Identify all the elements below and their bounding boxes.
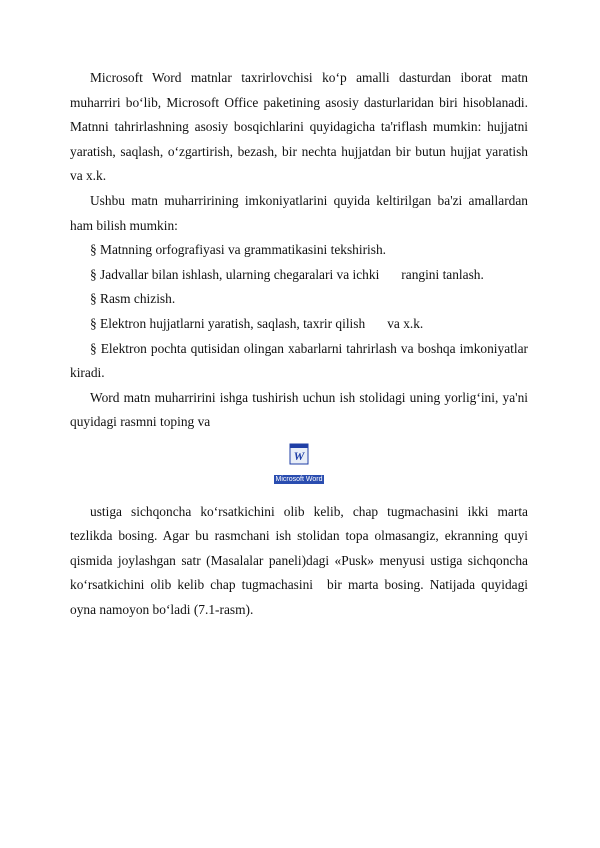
bullet-tables-part1: § Jadvallar bilan ishlash, ularning chegaralari va ichki xyxy=(90,266,380,282)
bullet-documents-part2: va x.k. xyxy=(387,315,424,331)
paragraph-intro: Microsoft Word matnlar taxrirlovchisi ko‘p amalli dasturdan iborat matn muharriri bo‘lib, Microsoft Office paketining asosiy dasturlaridan biri hisoblanadi. Matnni tahrirlashning asosiy bosqichlarini quyidagicha ta'riflash mumkin: hujjatni yaratish, saqlash, o‘zgartirish, bezash, bir nechta hujjatdan bir butun hujjat yaratish va x.k. xyxy=(70,70,528,184)
bullet-tables xyxy=(70,263,528,288)
paragraph-capabilities: Ushbu matn muharririning imkoniyatlarini quyida keltirilgan ba'zi amallardan ham bilish mumkin: xyxy=(70,192,528,233)
word-icon-letter: W xyxy=(293,448,305,463)
bullet-drawing: § Rasm chizish. xyxy=(90,291,176,307)
paragraph-instructions xyxy=(70,500,528,623)
word-icon-caption: Microsoft Word xyxy=(275,475,323,483)
paragraph-launch: Word matn muharririni ishga tushirish uchun ish stolidagi uning yorlig‘ini, ya'ni quyidagi rasmni toping va xyxy=(70,389,528,430)
paragraph-instructions-part2: bir marta bosing. Natijada quyidagi oyna namoyon bo‘ladi (7.1-rasm). xyxy=(70,577,528,617)
bullet-documents xyxy=(70,312,528,337)
bullet-tables-part2: rangini tanlash. xyxy=(401,266,484,282)
paragraph-instructions-part1: ustiga sichqoncha ko‘rsatkichini olib kelib, chap tugmachasini ikki marta tezlikda bosing. Agar bu rasmchani ish stolidan topa olmasangiz, ekranning quyi qismida joylashgan satr (Masalalar paneli)dagi «Pusk» menyusi ustiga sichqoncha ko‘rsatkichini olib kelib chap tugmachasini xyxy=(70,503,528,593)
word-document-icon xyxy=(288,443,310,465)
bullet-email: § Elektron pochta qutisidan olingan xabarlarni tahrirlash va boshqa imkoniyatlar kiradi. xyxy=(70,340,528,381)
bullet-spellcheck: § Matnning orfografiyasi va grammatikasini tekshirish. xyxy=(90,242,387,258)
microsoft-word-icon[interactable] xyxy=(268,443,330,490)
bullet-documents-part1: § Elektron hujjatlarni yaratish, saqlash, taxrir qilish xyxy=(90,315,366,331)
document-page xyxy=(70,66,528,622)
